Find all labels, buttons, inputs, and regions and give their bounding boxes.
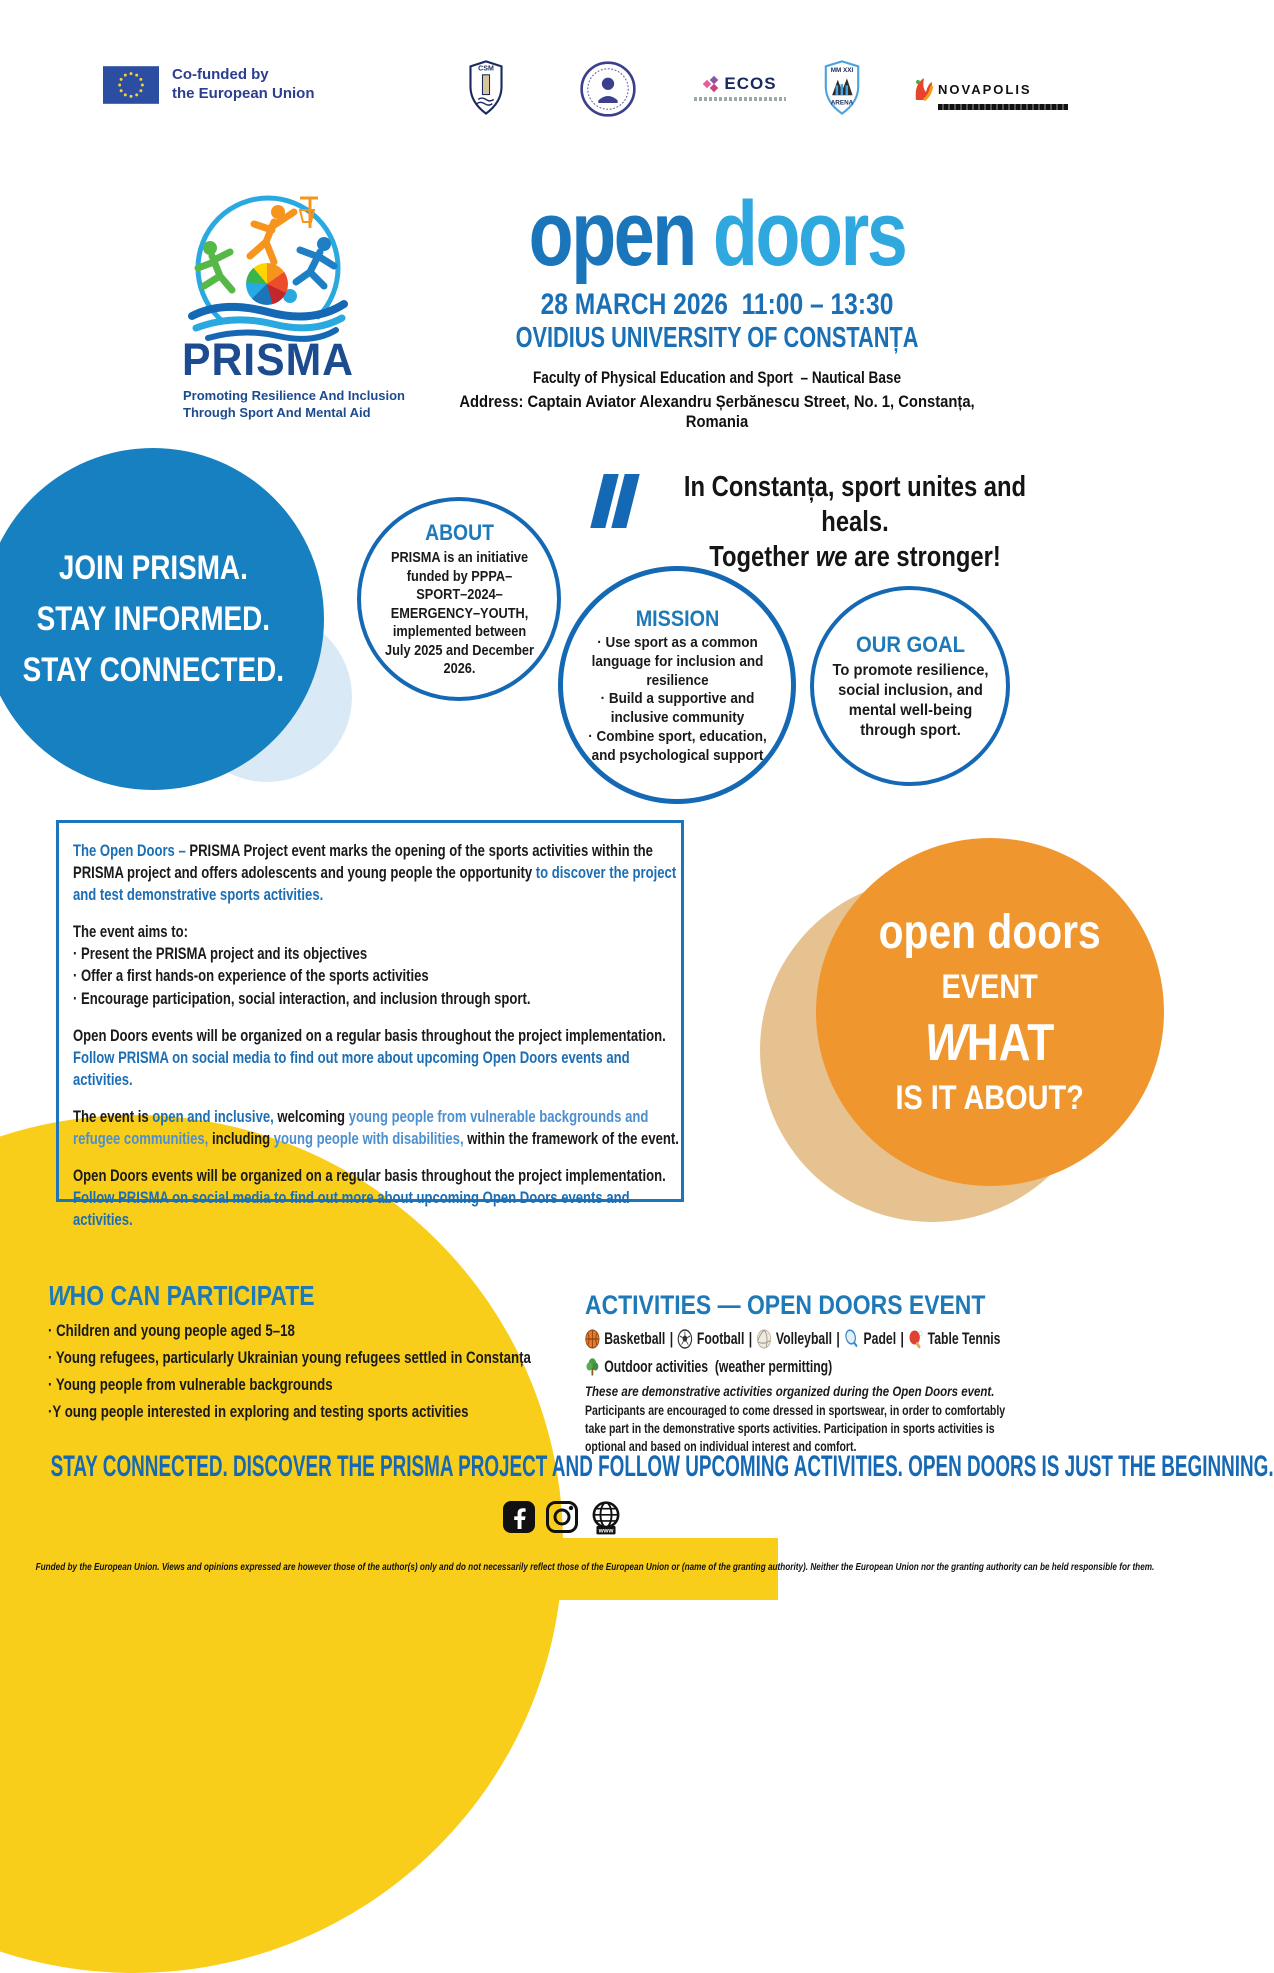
volleyball-icon <box>757 1329 772 1349</box>
what-circle <box>816 838 1164 1186</box>
mission-item: · Use sport as a common language for inclusion and resilience <box>591 634 763 689</box>
what-circle-text <box>879 907 1101 1118</box>
event-title <box>477 182 957 287</box>
activities-outdoor-row <box>585 1357 1000 1377</box>
participate-list <box>48 1318 571 1425</box>
university-seal-icon <box>579 60 637 118</box>
arena-club-logo <box>820 60 864 120</box>
university-seal-logo <box>579 60 637 123</box>
activities-note: Participants are encouraged to come dressed in sportswear, in order to comfortably take part in the demonstrative sports activities. Participation in sports activities is optional and based on individual interest and comfort. <box>585 1403 1006 1454</box>
eu-cofunded-logo <box>103 66 315 104</box>
separator: | <box>748 1329 753 1348</box>
ecos-logo <box>694 74 786 101</box>
participate-item: ·Y oung people interested in exploring and testing sports activities <box>48 1401 469 1421</box>
novapolis-subtext-bar <box>938 104 1068 110</box>
goal-content <box>825 631 995 741</box>
quote-line1: In Constanța, sport unites and heals. <box>683 471 1027 538</box>
prisma-tagline <box>183 388 413 422</box>
about-heading: ABOUT <box>424 520 494 545</box>
prisma-multicolor-ball-icon <box>246 263 288 305</box>
description-paragraph-5: Open Doors events will be organized on a regular basis throughout the project implementation. Follow PRISMA on social media to find out more about upcoming Open Doors events and activities. <box>73 1166 666 1230</box>
quote-line2: Together we are stronger! <box>709 540 1001 573</box>
website-icon[interactable] <box>588 1500 624 1536</box>
www-label: www <box>598 1527 614 1535</box>
goal-circle <box>810 586 1010 786</box>
facebook-icon[interactable] <box>502 1500 536 1534</box>
prisma-tagline-line1: Promoting Resilience And Inclusion <box>183 388 405 403</box>
separator: | <box>900 1329 904 1348</box>
eu-line1: Co-funded by <box>172 66 269 84</box>
description-paragraph-1: The Open Doors – PRISMA Project event marks the opening of the sports activities within the PRISMA project and offers adolescents and young people the opportunity to discover the project and test demonstrative sports activities. <box>73 841 677 905</box>
what-line1: open doors <box>878 905 1102 959</box>
stay-connected-banner: STAY CONNECTED. DISCOVER THE PRISMA PROJECT AND FOLLOW UPCOMING ACTIVITIES. OPEN DOORS IS JUST THE BEGINNING. <box>50 1450 1274 1483</box>
quote-mark-icon <box>597 474 633 528</box>
event-datetime: 28 MARCH 2026 11:00 – 13:30 <box>540 288 894 321</box>
sport-label: Football <box>696 1329 745 1348</box>
event-venue: OVIDIUS UNIVERSITY OF CONSTANȚA <box>515 322 919 354</box>
activities-sports-row <box>585 1329 1000 1349</box>
eu-cofunded-text <box>172 66 315 104</box>
goal-text: To promote resilience, social inclusion, and mental well-being through sport. <box>832 661 988 739</box>
mission-item: · Combine sport, education, and psychological support <box>587 727 767 764</box>
eu-line2: the European Union <box>172 85 315 102</box>
prisma-tagline-line2: Through Sport And Mental Aid <box>183 404 371 420</box>
event-address: Address: Captain Aviator Alexandru Șerbănescu Street, No. 1, Constanța, Romania <box>459 392 975 431</box>
event-description-box <box>56 820 684 1230</box>
about-content <box>382 519 536 679</box>
mission-item: · Build a supportive and inclusive community <box>600 690 754 727</box>
join-line1: JOIN PRISMA. <box>58 548 248 587</box>
activities-heading: ACTIVITIES — OPEN DOORS EVENT <box>585 1290 986 1320</box>
sport-label: Basketball <box>604 1329 666 1348</box>
what-line2: EVENT <box>941 968 1039 1007</box>
participate-item: · Young people from vulnerable backgrounds <box>48 1374 333 1394</box>
about-text: PRISMA is an initiative funded by PPPA–SPORT–2024–EMERGENCY–YOUTH, implemented between July 2025 and December 2026. <box>384 550 534 678</box>
novapolis-label: NOVAPOLIS <box>938 81 1032 97</box>
event-faculty: Faculty of Physical Education and Sport – Nautical Base <box>532 368 902 387</box>
arena-shield-icon <box>820 60 864 115</box>
goal-heading: OUR GOAL <box>855 632 965 658</box>
arena-bottom-label: ARENA <box>830 99 854 107</box>
participate-heading: WHO CAN PARTICIPATE <box>48 1280 315 1311</box>
participate-item: · Children and young people aged 5–18 <box>48 1321 295 1340</box>
padel-icon <box>844 1329 859 1349</box>
mission-heading: MISSION <box>635 605 719 631</box>
ecos-mark-icon <box>703 76 719 92</box>
ecos-label: ECOS <box>724 74 777 93</box>
participate-item: · Young refugees, particularly Ukrainian young refugees settled in Constanța <box>48 1347 531 1367</box>
activities-note-italic: These are demonstrative activities organized during the Open Doors event. <box>585 1384 995 1399</box>
what-line4: IS IT ABOUT? <box>895 1078 1085 1117</box>
funding-disclaimer: Funded by the European Union. Views and opinions expressed are however those of the author(s) only and do not necessarily reflect those of the European Union or (name of the granting authority). Neither the European Union nor the granting authority can be held responsible for them. <box>35 1562 1155 1573</box>
description-paragraph-4: The event is open and inclusive, welcoming young people from vulnerable backgrounds and refugee communities, including young people with disabilities, within the framework of the event. <box>73 1106 679 1149</box>
tree-icon <box>585 1357 600 1377</box>
separator: | <box>669 1329 674 1348</box>
description-paragraph-3: Open Doors events will be organized on a regular basis throughout the project implementation. Follow PRISMA on social media to find out more about upcoming Open Doors events and activities. <box>73 1025 666 1089</box>
eu-flag-icon <box>103 66 159 104</box>
sport-label: Table Tennis <box>927 1329 1001 1348</box>
description-aims: The event aims to: · Present the PRISMA project and its objectives · Offer a first hands-on experience of the sports activities · Encourage participation, social interaction, and inclusion through sport. <box>73 922 531 1008</box>
arena-top-label: MM XXI <box>830 66 854 74</box>
ecos-subtext-bar <box>694 97 786 101</box>
instagram-icon[interactable] <box>545 1500 579 1534</box>
title-word-open: open <box>528 183 695 285</box>
join-line2: STAY INFORMED. <box>36 599 270 638</box>
join-line3: STAY CONNECTED. <box>22 650 284 689</box>
prisma-wordmark: PRISMA <box>182 334 354 385</box>
about-circle <box>357 497 561 701</box>
mission-circle <box>558 566 796 804</box>
title-word-doors: doors <box>712 183 906 285</box>
csm-shield-icon <box>466 60 506 115</box>
sport-label: Padel <box>863 1329 897 1348</box>
csm-label: CSM <box>478 65 494 73</box>
activities-section <box>585 1290 1146 1455</box>
sport-label: Volleyball <box>775 1329 832 1348</box>
basketball-icon <box>585 1329 600 1349</box>
event-quote <box>675 470 1036 574</box>
event-description-text <box>73 840 689 1231</box>
novapolis-logo <box>912 76 1068 110</box>
csm-club-logo <box>466 60 506 120</box>
football-icon <box>678 1329 693 1349</box>
social-links <box>502 1500 624 1536</box>
outdoor-label: Outdoor activities (weather permitting) <box>604 1357 833 1376</box>
table-tennis-icon <box>908 1329 923 1349</box>
separator: | <box>836 1329 840 1348</box>
novapolis-mark-icon <box>912 76 934 102</box>
mission-content <box>580 605 774 766</box>
join-circle-text <box>22 543 283 696</box>
what-line3: WHAT <box>925 1013 1055 1072</box>
